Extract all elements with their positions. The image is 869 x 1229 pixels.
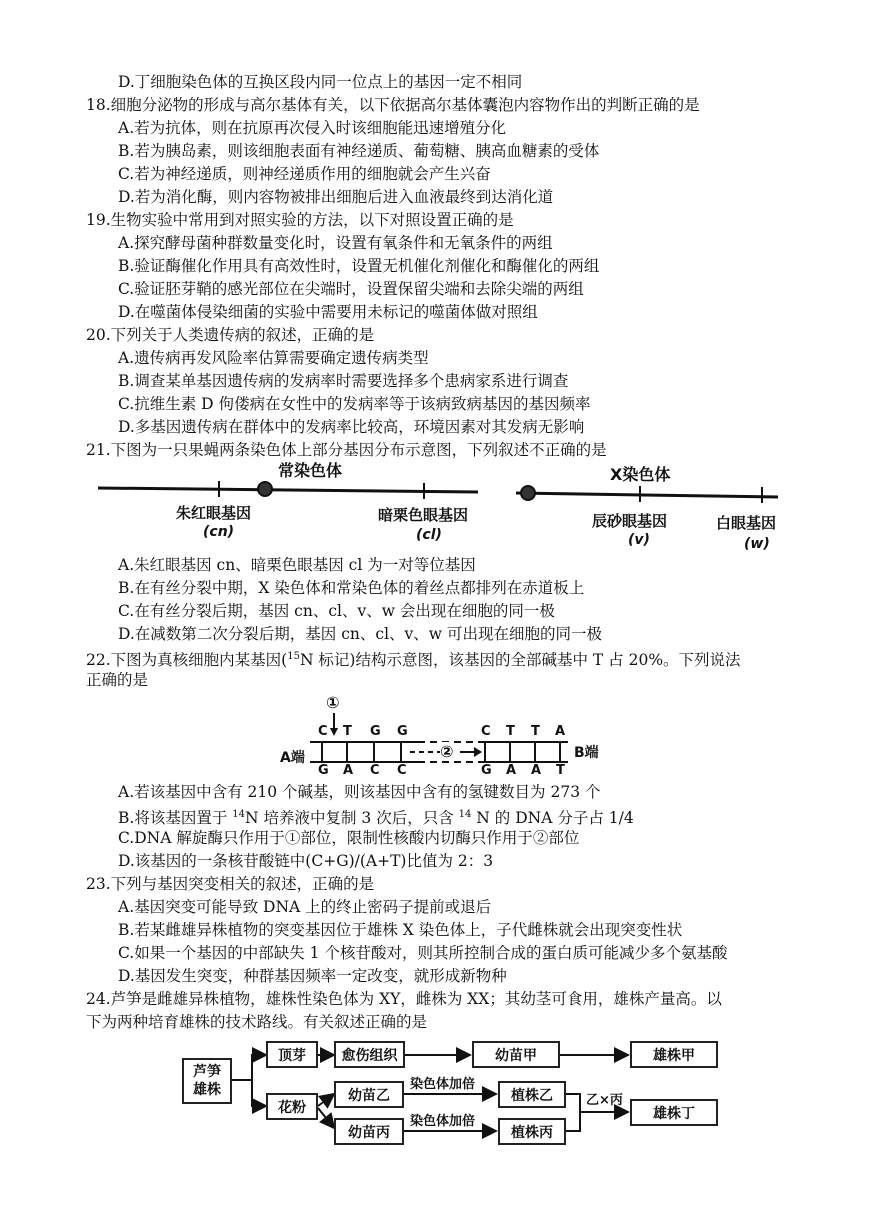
autosome-title: 常染色体: [278, 461, 343, 480]
q21-option-b: B.在有丝分裂中期，X 染色体和常染色体的着丝点都排列在赤道板上: [118, 579, 585, 597]
q23-option-c: C.如果一个基因的中部缺失 1 个核苷酸对，则其所控制合成的蛋白质可能减少多个氨基酸: [118, 944, 728, 962]
base-bottom-1: G: [318, 763, 329, 778]
box-bud: 顶芽: [266, 1041, 318, 1068]
q20-stem: 20.下列关于人类遗传病的叙述，正确的是: [86, 326, 375, 344]
box-seedling-yi: 幼苗乙: [334, 1081, 404, 1108]
marker-1: ①: [326, 693, 340, 712]
q18-option-d: D.若为消化酶，则内容物被排出细胞后进入血液最终到达消化道: [118, 188, 554, 206]
label-double-2: 染色体加倍: [410, 1114, 476, 1129]
marker-2: ②: [440, 742, 454, 761]
x-chromosome-title: X染色体: [610, 465, 671, 484]
q19-option-a: A.探究酵母菌种群数量变化时，设置有氧条件和无氧条件的两组: [118, 234, 553, 252]
q17-option-d: D.丁细胞染色体的互换区段内同一位点上的基因一定不相同: [118, 73, 523, 91]
q18-stem: 18.细胞分泌物的形成与高尔基体有关，以下依据高尔基体囊泡内容物作出的判断正确的是: [86, 96, 700, 114]
base-top-5: C: [481, 724, 491, 739]
box-seedling-jia: 幼苗甲: [472, 1041, 560, 1068]
q19-option-c: C.验证胚芽鞘的感光部位在尖端时，设置保留尖端和去除尖端的两组: [118, 280, 584, 298]
bracket: [566, 1094, 580, 1131]
q22-stem-post: N 标记)结构示意图，该基因的全部碱基中 T 占 20%。下列说法: [299, 651, 741, 670]
q18-option-c: C.若为神经递质，则神经递质作用的细胞就会产生兴奋: [118, 165, 491, 183]
base-top-3: G: [370, 724, 381, 739]
base-top-2: T: [343, 724, 352, 739]
q22-option-d: D.该基因的一条核苷酸链中(C+G)/(A+T)比值为 2：3: [118, 852, 494, 870]
q22b-sup1: 14: [232, 809, 245, 820]
q22-option-a: A.若该基因中含有 210 个碱基，则该基因中含有的氢键数目为 273 个: [118, 783, 601, 801]
cn-gene-name: 朱红眼基因: [176, 504, 252, 522]
base-bottom-2: A: [343, 763, 354, 778]
q24-stem: 24.芦笋是雌雄异株植物，雄株性染色体为 XY，雌株为 XX；其幼茎可食用，雄株产量高。以: [86, 990, 722, 1008]
base-top-6: T: [506, 724, 515, 739]
arrow-root-bud: [232, 1055, 266, 1080]
w-gene-name: 白眼基因: [716, 514, 777, 532]
q21-stem: 21.下图为一只果蝇两条染色体上部分基因分布示意图，下列叙述不正确的是: [86, 441, 607, 459]
q22-stem-sup: 15: [287, 651, 300, 662]
q18-option-b: B.若为胰岛素，则该细胞表面有神经递质、葡萄糖、胰高血糖素的受体: [118, 142, 600, 160]
arrow-pollen-bing: [318, 1108, 334, 1128]
q20-option-a: A.遗传病再发风险率估算需要确定遗传病类型: [118, 349, 429, 367]
base-bottom-6: A: [506, 763, 517, 778]
q22b-pre: B.将该基因置于: [118, 809, 233, 828]
q20-option-b: B.调查某单基因遗传病的发病率时需要选择多个患病家系进行调查: [118, 372, 569, 390]
box-male-jia: 雄株甲: [630, 1041, 718, 1068]
w-gene-symbol: (w): [744, 536, 770, 552]
q21-option-a: A.朱红眼基因 cn、暗栗色眼基因 cl 为一对等位基因: [118, 556, 476, 574]
q22-stem-pre: 22.下图为真核细胞内某基因(: [86, 651, 288, 670]
q21-option-c: C.在有丝分裂后期，基因 cn、cl、v、w 会出现在细胞的同一极: [118, 602, 555, 620]
q19-option-d: D.在噬菌体侵染细菌的实验中需要用未标记的噬菌体做对照组: [118, 303, 538, 321]
q19-option-b: B.验证酶催化作用具有高效性时，设置无机催化剂催化和酶催化的两组: [118, 257, 600, 275]
box-root: 芦笋 雄株: [182, 1058, 232, 1104]
base-top-7: T: [531, 724, 540, 739]
q23-option-a: A.基因突变可能导致 DNA 上的终止密码子提前或退后: [118, 898, 492, 916]
base-top-8: A: [555, 724, 566, 739]
v-gene-name: 辰砂眼基因: [592, 512, 668, 530]
arrow-pollen-yi: [318, 1094, 334, 1106]
label-cross: 乙×丙: [586, 1093, 623, 1108]
base-bottom-4: C: [397, 763, 407, 778]
box-callus: 愈伤组织: [334, 1041, 405, 1068]
cl-gene-name: 暗栗色眼基因: [378, 506, 469, 524]
q19-stem: 19.生物实验中常用到对照实验的方法，以下对照设置正确的是: [86, 211, 514, 229]
base-bottom-5: G: [481, 763, 492, 778]
end-a: A端: [280, 750, 305, 766]
cl-gene-symbol: (cl): [416, 527, 442, 543]
base-bottom-7: A: [531, 763, 542, 778]
cn-gene-symbol: (cn): [203, 524, 235, 540]
q20-option-d: D.多基因遗传病在群体中的发病率比较高，环境因素对其发病无影响: [118, 418, 585, 436]
label-double-1: 染色体加倍: [410, 1077, 476, 1092]
box-seedling-bing: 幼苗丙: [334, 1118, 404, 1145]
q21-option-d: D.在减数第二次分裂后期，基因 cn、cl、v、w 可出现在细胞的同一极: [118, 625, 602, 643]
q22b-post: N 的 DNA 分子占 1/4: [471, 809, 634, 828]
arrow-root-pollen: [252, 1080, 266, 1106]
q20-option-c: C.抗维生素 D 佝偻病在女性中的发病率等于该病致病基因的基因频率: [118, 395, 591, 413]
q22-stem-2: 正确的是: [86, 671, 149, 689]
box-pollen: 花粉: [266, 1093, 318, 1120]
q23-option-b: B.若某雌雄异株植物的突变基因位于雄株 X 染色体上，子代雌株就会出现突变性状: [118, 921, 683, 939]
v-gene-symbol: (v): [628, 532, 650, 548]
q23-option-d: D.基因发生突变，种群基因频率一定改变，就形成新物种: [118, 967, 507, 985]
q18-option-a: A.若为抗体，则在抗原再次侵入时该细胞能迅速增殖分化: [118, 119, 507, 137]
base-top-4: G: [397, 724, 408, 739]
q22b-sup2: 14: [458, 809, 472, 820]
q23-stem: 23.下列与基因突变相关的叙述，正确的是: [86, 875, 375, 893]
base-top-1: C: [318, 724, 328, 739]
box-plant-yi: 植株乙: [498, 1081, 566, 1108]
q22-option-c: C.DNA 解旋酶只作用于①部位，限制性核酸内切酶只作用于②部位: [118, 829, 580, 847]
base-bottom-8: T: [556, 763, 565, 778]
box-male-ding: 雄株丁: [630, 1099, 718, 1126]
end-b: B端: [574, 745, 599, 761]
base-bottom-3: C: [370, 763, 380, 778]
box-plant-bing: 植株丙: [498, 1118, 566, 1145]
q22b-mid: N 培养液中复制 3 次后，只含: [244, 809, 459, 828]
q24-stem-2: 下为两种培育雄株的技术路线。有关叙述正确的是: [86, 1013, 428, 1031]
